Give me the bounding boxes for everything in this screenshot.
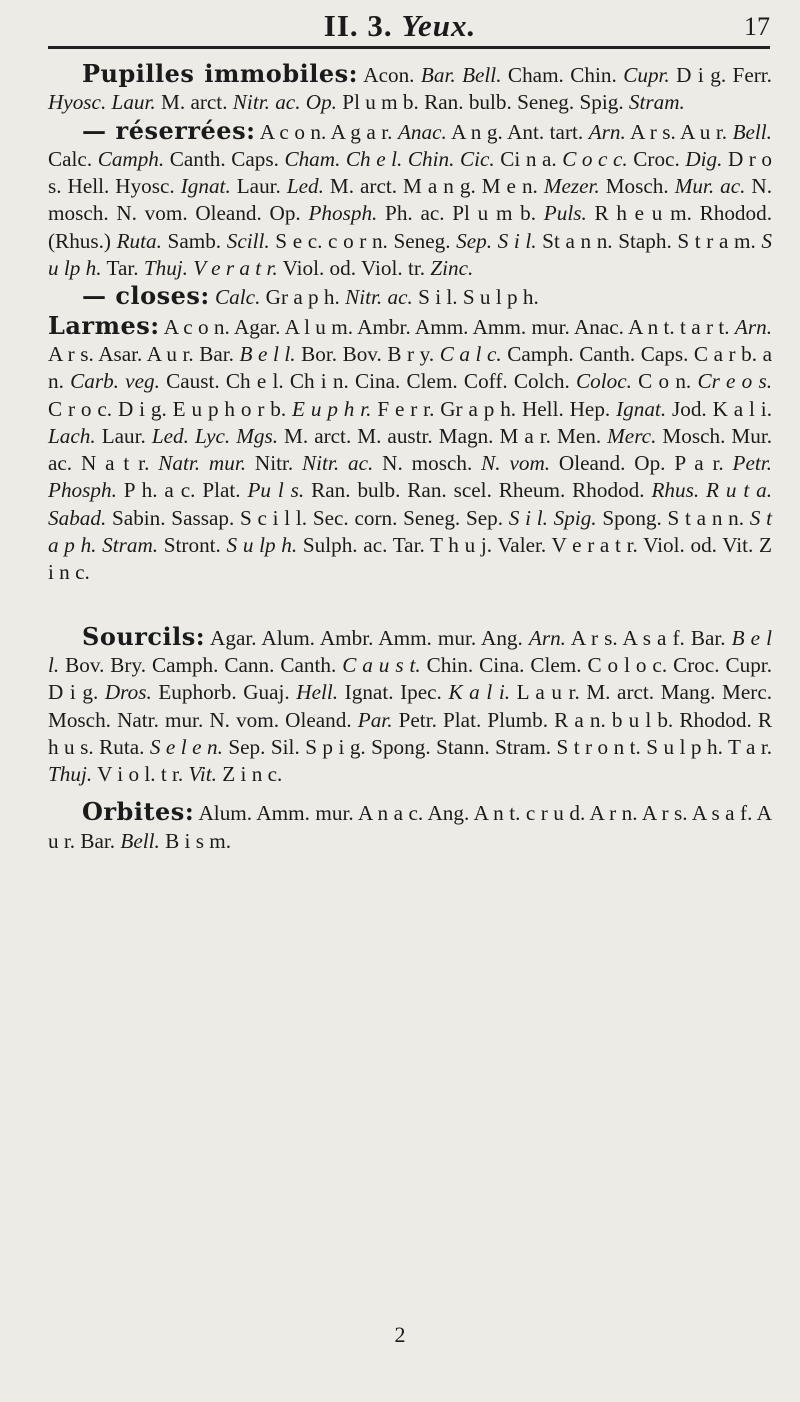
entry-heading: — closes:	[82, 281, 210, 311]
entry-remedies: Agar. Alum. Ambr. Amm. mur. Ang. Arn. A r s. A s a f. Bar. B e l l. Bov. Bry. Camph. Cann. Canth. C a u s t. Chin. Cina. Clem. C o l o c. Croc. Cupr. D i g. Dros. Euphorb. Guaj. Hell. Ignat. Ipec. K a l i. L a u r. M. arct. Mang. Merc. Mosch. Natr. mur. N. vom. Oleand. Par. Petr. Plat. Plumb. R a n. b u l b. Rhodod. R h u s. Ruta. S e l e n. Sep. Sil. S p i g. Spong. Stann. Stram. S t r o n t. S u l p h. T a r. Thuj. V i o l. t r. Vit. Z i n c.	[48, 625, 773, 787]
header-rule	[48, 46, 770, 49]
entry-pupilles-reserrees	[48, 117, 772, 283]
entry-pupilles-immobiles	[48, 60, 772, 117]
entry-pupilles-closes	[48, 282, 772, 311]
page-number: 17	[744, 12, 770, 41]
chapter-title: Yeux.	[401, 8, 477, 43]
entry-orbites	[48, 798, 772, 855]
entry-remedies: A c o n. A g a r. Anac. A n g. Ant. tart. Arn. A r s. A u r. Bell. Calc. Camph. Canth. Caps. Cham. Ch e l. Chin. Cic. Ci n a. C o c c. Croc. Dig. D r o s. Hell. Hyosc. Ignat. Laur. Led. M. arct. M a n g. M e n. Mezer. Mosch. Mur. ac. N. mosch. N. vom. Oleand. Op. Phosph. Ph. ac. Pl u m b. Puls. R h e u m. Rhodod. (Rhus.) Ruta. Samb. Scill. S e c. c o r n. Seneg. Sep. S i l. St a n n. Staph. S t r a m. S u lp h. Tar. Thuj. V e r a t r. Viol. od. Viol. tr. Zinc.	[48, 119, 773, 281]
running-head	[0, 8, 800, 44]
entry-heading: Orbites:	[82, 797, 195, 827]
page-header	[0, 6, 800, 50]
signature-mark: 2	[394, 1322, 406, 1347]
entry-remedies: Acon. Bar. Bell. Cham. Chin. Cupr. D i g. Ferr. Hyosc. Laur. M. arct. Nitr. ac. Op. Pl u m b. Ran. bulb. Seneg. Spig. Stram.	[48, 63, 772, 115]
entry-remedies: Calc. Gr a p h. Nitr. ac. S i l. S u l p h.	[215, 285, 539, 310]
entry-heading: — réserrées:	[82, 115, 256, 145]
entry-remedies: A c o n. Agar. A l u m. Ambr. Amm. Amm. mur. Anac. A n t. t a r t. Arn. A r s. Asar. A u r. Bar. B e l l. Bor. Bov. B r y. C a l c. Camph. Canth. Caps. C a r b. a n. Carb. veg. Caust. Ch e l. Ch i n. Cina. Clem. Coff. Colch. Coloc. C o n. Cr e o s. C r o c. D i g. E u p h o r b. E u p h r. F e r r. Gr a p h. Hell. Hep. Ignat. Jod. K a l i. Lach. Laur. Led. Lyc. Mgs. M. arct. M. austr. Magn. M a r. Men. Merc. Mosch. Mur. ac. N a t r. Natr. mur. Nitr. Nitr. ac. N. mosch. N. vom. Oleand. Op. P a r. Petr. Phosph. P h. a c. Plat. Pu l s. Ran. bulb. Ran. scel. Rheum. Rhodod. Rhus. R u t a. Sabad. Sabin. Sassap. S c i l l. Sec. corn. Seneg. Sep. S i l. Spig. Spong. S t a n n. S t a p h. Stram. Stront. S u lp h. Sulph. ac. Tar. T h u j. Valer. V e r a t r. Viol. od. Vit. Z i n c.	[48, 314, 773, 585]
body-text	[48, 60, 772, 855]
entry-heading: Larmes:	[48, 310, 160, 340]
entry-remedies: Alum. Amm. mur. A n a c. Ang. A n t. c r u d. A r n. A r s. A s a f. A u r. Bar. Bell. B i s m.	[48, 801, 772, 853]
entry-heading: Pupilles immobiles:	[82, 59, 358, 88]
entry-sourcils	[48, 623, 772, 789]
chapter-number: II. 3.	[323, 8, 393, 43]
entry-larmes	[48, 312, 772, 587]
entry-heading: Sourcils:	[82, 621, 206, 651]
